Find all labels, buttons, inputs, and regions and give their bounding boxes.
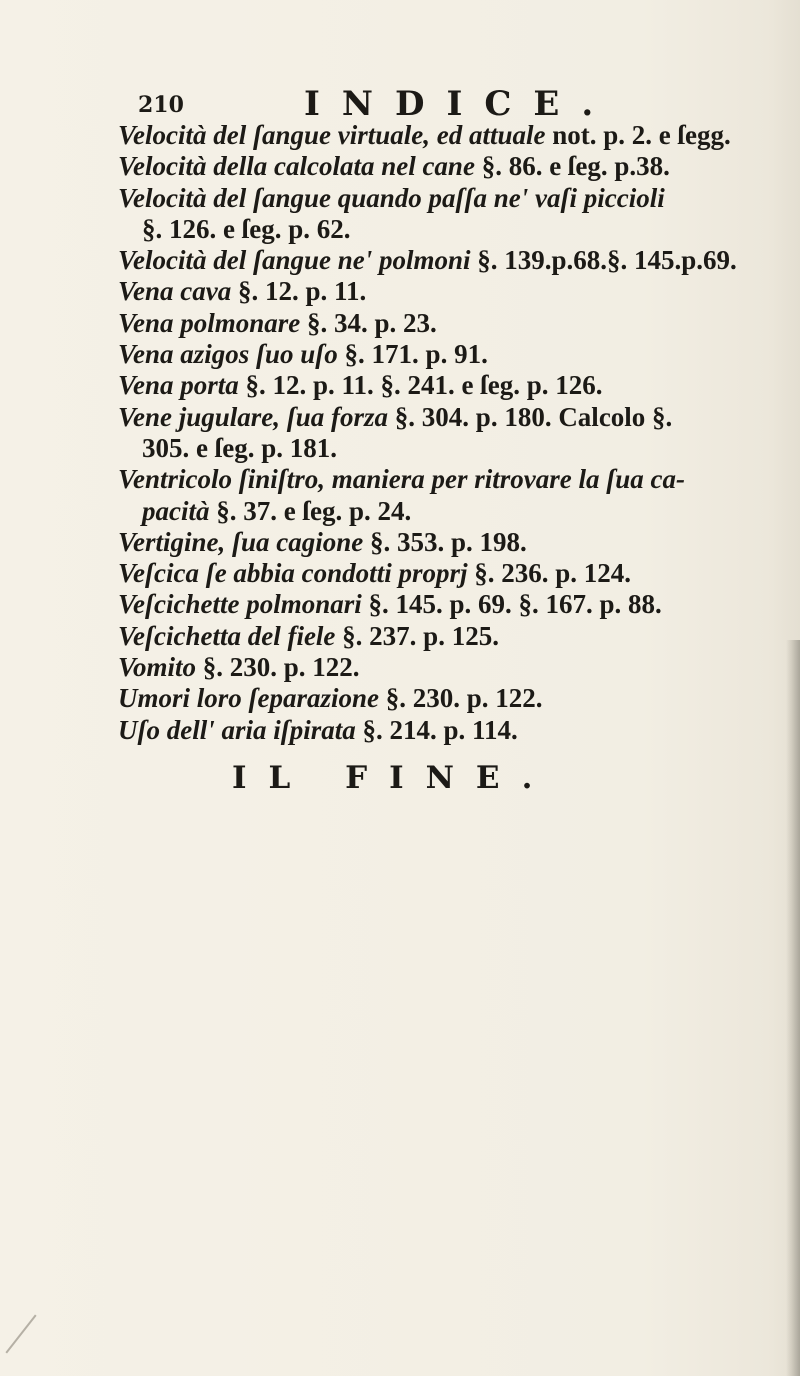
index-entry-term: Vena cava [118, 276, 232, 307]
index-entry [118, 276, 790, 307]
index-entry [118, 652, 790, 683]
running-title: INDICE. [304, 84, 616, 124]
index-entry-term: Velocità del ſangue virtuale, ed attuale [118, 120, 546, 150]
index-entry-term: Vena polmonare [118, 307, 301, 338]
index-entry-reference: §. 86. e ſeg. p.38. [474, 151, 670, 182]
index-entry-reference: §. 230. p. 122. [379, 683, 543, 714]
index-entry-term: Velocità del ſangue ne' polmoni [118, 245, 471, 276]
index-entry [118, 151, 790, 182]
index-entry-term: Vomito [118, 652, 197, 683]
page-edge-shadow [786, 640, 800, 1376]
index-entry [118, 464, 790, 495]
index-entry [118, 683, 790, 714]
index-entry-term: Veſcichetta del fiele [118, 620, 336, 651]
page-header [138, 84, 778, 124]
index-entry-reference: §. 214. p. 114. [355, 714, 518, 745]
index-entry-term: Umori loro ſeparazione [118, 683, 380, 714]
finis-text: IL FINE. [232, 760, 555, 796]
index-entry-term: Vene jugulare, ſua forza [118, 401, 389, 432]
index-entry-reference: §. 126. e ſeg. p. 62. [142, 213, 351, 244]
index-entry-reference: §. 304. p. 180. Calcolo §. [388, 401, 673, 432]
index-entry-term: Veſcica ſe abbia condotti proprj [118, 558, 468, 589]
index-entry-term: Velocità della calcolata nel cane [118, 151, 475, 182]
pencil-mark [5, 1314, 36, 1353]
index-entry [118, 183, 790, 214]
index-entry-term: Vertigine, ſua cagione [118, 526, 364, 557]
index-entry-reference: §. 237. p. 125. [335, 620, 499, 651]
index-entry-reference: §. 145. p. 69. §. 167. p. 88. [361, 589, 662, 620]
index-entry-term: pacità [142, 495, 210, 526]
index-entry [118, 433, 790, 464]
page-number: 210 [138, 92, 184, 118]
index-entry-reference: not. p. 2. e ſegg. [545, 120, 731, 150]
index-entry-reference: §. 12. p. 11. [231, 276, 367, 307]
index-entry [118, 496, 790, 527]
index-entry [118, 527, 790, 558]
index-entry-reference: §. 34. p. 23. [300, 307, 437, 338]
index-entry-term: Ventricolo ſiniſtro, maniera per ritrovare la ſua ca- [118, 464, 685, 495]
index-entry-reference: §. 230. p. 122. [196, 652, 360, 683]
index-entry-reference: §. 139.p.68.§. 145.p.69. [470, 245, 737, 276]
index-entry [118, 214, 790, 245]
index-entry [118, 558, 790, 589]
index-entry-reference: 305. e ſeg. p. 181. [142, 432, 337, 463]
index-entry [118, 589, 790, 620]
index-entry-reference: §. 353. p. 198. [363, 526, 527, 557]
index-entry [118, 339, 790, 370]
index-entry [118, 715, 790, 746]
index-entry-reference: §. 171. p. 91. [337, 339, 488, 370]
index-entry [118, 245, 790, 276]
index-entry [118, 120, 790, 151]
index-entry [118, 308, 790, 339]
index-entry-term: Uſo dell' aria iſpirata [118, 714, 356, 745]
index-entry-reference: §. 236. p. 124. [467, 558, 631, 589]
index-entry [118, 402, 790, 433]
index-entry-term: Vena porta [118, 370, 239, 401]
index-entry [118, 370, 790, 401]
index-entry-reference: §. 12. p. 11. §. 241. e ſeg. p. 126. [238, 370, 603, 401]
index-entries [118, 120, 790, 746]
index-entry-reference: §. 37. e ſeg. p. 24. [209, 495, 412, 526]
index-entry [118, 621, 790, 652]
index-entry-term: Vena azigos ſuo uſo [118, 339, 338, 370]
index-entry-term: Velocità del ſangue quando paſſa ne' vaſi piccioli [118, 182, 665, 213]
index-entry-term: Veſcichette polmonari [118, 589, 362, 620]
